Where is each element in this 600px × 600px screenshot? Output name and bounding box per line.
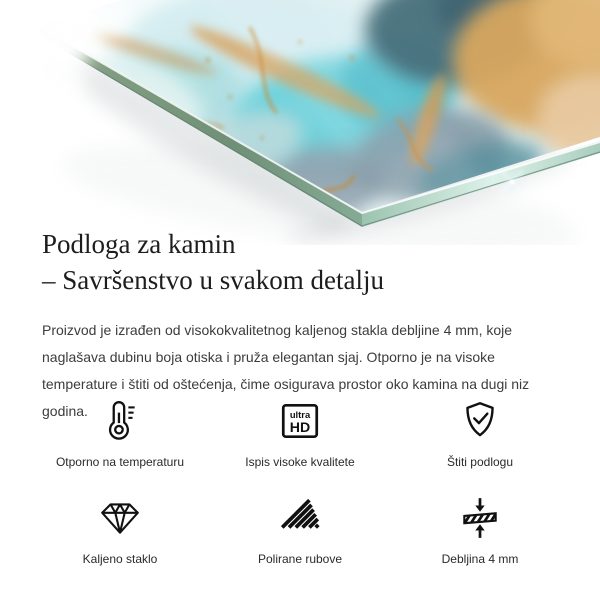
feature-label: Debljina 4 mm — [441, 552, 519, 566]
glass-panel-photo — [0, 0, 600, 245]
feature-print-quality — [210, 398, 390, 469]
shield-check-icon — [457, 398, 503, 444]
hero-section — [0, 0, 600, 245]
svg-text:ultra: ultra — [289, 408, 311, 420]
feature-thickness — [390, 495, 570, 566]
product-description-text: Proizvod je izrađen od visokokvalitetnog kaljenog stakla debljine 4 mm, koje naglašava dubinu boja otiska i pruža elegantan sjaj. Otporno je na visoke temperature i štiti od oštećenja, čime osigurava prostor oko kamina na dugi niz godina. — [42, 322, 530, 419]
feature-tempered-glass — [30, 495, 210, 566]
polished-edges-icon — [277, 495, 323, 541]
feature-polished-edges — [210, 495, 390, 566]
thickness-icon — [457, 495, 503, 541]
feature-label: Polirane rubove — [257, 552, 343, 566]
feature-protects-surface — [390, 398, 570, 469]
feature-label: Otporno na temperaturu — [55, 455, 185, 469]
feature-label: Kaljeno staklo — [82, 552, 158, 566]
feature-label: Štiti podlogu — [446, 455, 514, 469]
feature-grid — [30, 398, 570, 566]
title-line-2: – Savršenstvo u svakom detalju — [42, 265, 384, 295]
svg-text:HD: HD — [289, 418, 311, 435]
page-title — [42, 226, 570, 298]
thermometer-icon — [97, 398, 143, 444]
feature-label: Ispis visoke kvalitete — [245, 455, 355, 469]
diamond-icon — [97, 495, 143, 541]
ultra-hd-icon — [277, 398, 323, 444]
product-description-section — [42, 226, 570, 425]
feature-heat-resistant — [30, 398, 210, 469]
title-line-1: Podloga za kamin — [42, 229, 236, 259]
